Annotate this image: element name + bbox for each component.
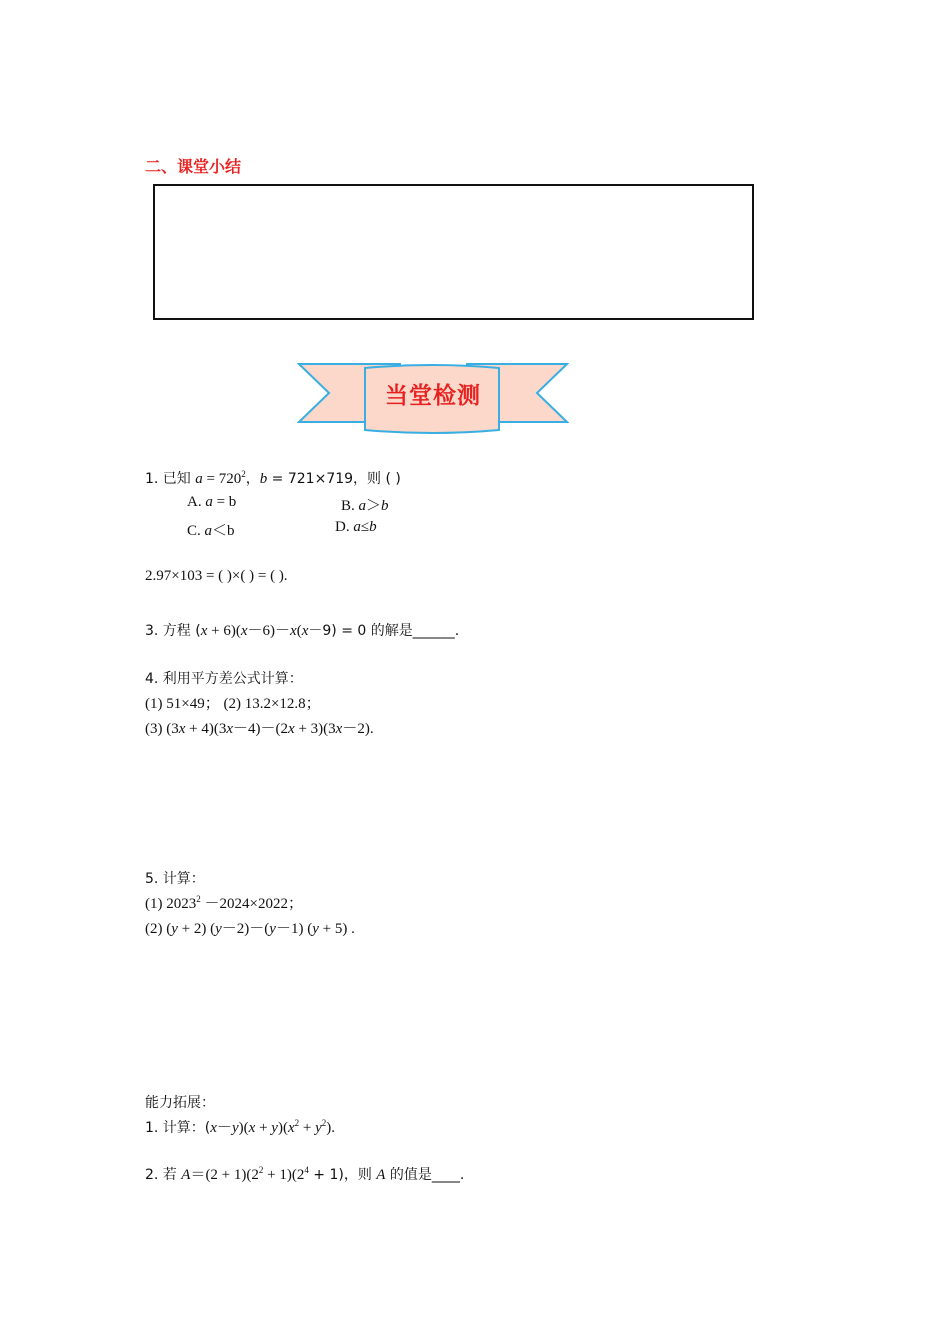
q3-line: 3. 方程 (x + 6)(x－6)－x(x－9) = 0 的解是______. (145, 623, 460, 639)
q1-option-c: C. a＜b (187, 523, 235, 539)
q1-option-d: D. a≤b (335, 519, 377, 535)
banner-title: 当堂检测 (385, 383, 481, 409)
q4-title: 4. 利用平方差公式计算： (145, 671, 303, 687)
q4-line-3: (3) (3x + 4)(3x－4)－(2x + 3)(3x－2). (145, 721, 374, 737)
q5-line-3: (2) (y + 2) (y－2)－(y－1) (y + 5) . (145, 921, 355, 937)
extension-q1: 1. 计算：$(x-y)(x + y)(x^2 + y^2)$. (145, 1118, 336, 1136)
q1-stem: 1. 已知 $a = 720^2$，b = 721×719，则 ( ) (145, 469, 401, 487)
summary-heading: 二、课堂小结 (145, 157, 242, 176)
extension-q2: 2. 若 $A=(2 + 1)(2^2 + 1)(2^4 + 1)$，则 A 的值是____. (145, 1165, 465, 1183)
q2-line: 2.97×103 = ( )×( ) = ( ). (145, 568, 288, 584)
extension-title: 能力拓展： (145, 1095, 215, 1111)
summary-box (153, 184, 754, 320)
q1-option-a: A. a = b (187, 494, 237, 510)
q5-line-2: (1) $2023^2 -2024\times 2022$； (145, 894, 303, 912)
q5-title: 5. 计算： (145, 871, 205, 887)
q1-option-b: B. a＞b (341, 498, 389, 514)
test-banner (297, 360, 569, 434)
q4-line-2: (1) 51×49； (2) 13.2×12.8； (145, 696, 321, 712)
